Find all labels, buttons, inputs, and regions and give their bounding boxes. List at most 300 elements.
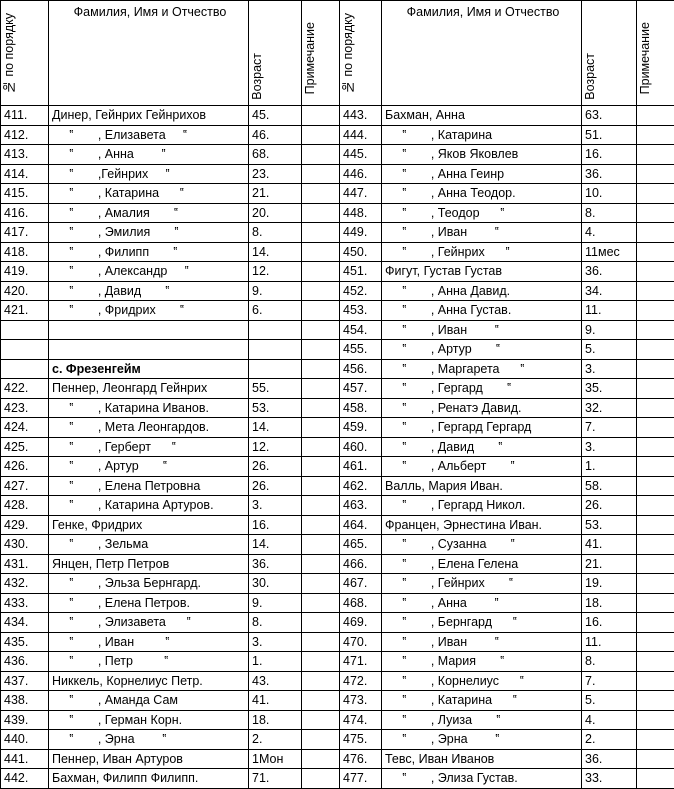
note-left xyxy=(302,437,340,457)
note-left xyxy=(302,710,340,730)
person-name-right: Валль, Мария Иван. xyxy=(382,476,582,496)
person-age-right: 51. xyxy=(582,125,637,145)
note-left xyxy=(302,340,340,360)
person-age-right: 5. xyxy=(582,340,637,360)
table-row xyxy=(1,437,674,457)
note-right xyxy=(637,457,674,477)
header-num-right: № по порядку xyxy=(340,1,382,106)
row-number-left: 424. xyxy=(1,418,49,438)
note-left xyxy=(302,242,340,262)
row-number-left: 433. xyxy=(1,593,49,613)
note-left xyxy=(302,535,340,555)
note-right xyxy=(637,418,674,438)
note-right xyxy=(637,340,674,360)
person-age-left: 3. xyxy=(249,632,302,652)
note-left xyxy=(302,223,340,243)
note-left xyxy=(302,652,340,672)
row-number-right: 455. xyxy=(340,340,382,360)
note-right xyxy=(637,476,674,496)
person-age-left: 16. xyxy=(249,515,302,535)
person-name-left: ‟ , Катарина Артуров. xyxy=(49,496,249,516)
row-number-right: 457. xyxy=(340,379,382,399)
row-number-right: 451. xyxy=(340,262,382,282)
row-number-right: 456. xyxy=(340,359,382,379)
person-name-left: Янцен, Петр Петров xyxy=(49,554,249,574)
table-row xyxy=(1,301,674,321)
person-name-right: ‟ , Элиза Густав. xyxy=(382,769,582,789)
table-row xyxy=(1,632,674,652)
row-number-left: 416. xyxy=(1,203,49,223)
person-name-right: ‟ , Мария ‟ xyxy=(382,652,582,672)
person-age-left: 36. xyxy=(249,554,302,574)
person-name-right: Францен, Эрнестина Иван. xyxy=(382,515,582,535)
row-number-left: 418. xyxy=(1,242,49,262)
person-name-left: ‟ , Филипп ‟ xyxy=(49,242,249,262)
person-age-left: 6. xyxy=(249,301,302,321)
person-name-right: ‟ , Маргарета ‟ xyxy=(382,359,582,379)
row-number-right: 466. xyxy=(340,554,382,574)
row-number-left xyxy=(1,320,49,340)
person-name-right: Тевс, Иван Иванов xyxy=(382,749,582,769)
note-right xyxy=(637,320,674,340)
row-number-right: 450. xyxy=(340,242,382,262)
person-name-left: ‟ , Катарина ‟ xyxy=(49,184,249,204)
row-number-left: 421. xyxy=(1,301,49,321)
person-name-left: ‟ , Зельма xyxy=(49,535,249,555)
row-number-right: 449. xyxy=(340,223,382,243)
note-left xyxy=(302,164,340,184)
note-right xyxy=(637,515,674,535)
row-number-left: 435. xyxy=(1,632,49,652)
table-row xyxy=(1,320,674,340)
table-row xyxy=(1,730,674,750)
table-row xyxy=(1,574,674,594)
note-right xyxy=(637,223,674,243)
person-age-right: 63. xyxy=(582,106,637,126)
table-row xyxy=(1,125,674,145)
row-number-right: 463. xyxy=(340,496,382,516)
note-right xyxy=(637,730,674,750)
table-row xyxy=(1,184,674,204)
note-right xyxy=(637,691,674,711)
person-age-left: 3. xyxy=(249,496,302,516)
row-number-left: 429. xyxy=(1,515,49,535)
person-name-right: ‟ , Анна Теодор. xyxy=(382,184,582,204)
person-name-right: ‟ , Гергард ‟ xyxy=(382,379,582,399)
header-age-left: Возраст xyxy=(249,1,302,106)
row-number-right: 453. xyxy=(340,301,382,321)
row-number-left: 422. xyxy=(1,379,49,399)
row-number-right: 468. xyxy=(340,593,382,613)
row-number-right: 460. xyxy=(340,437,382,457)
row-number-right: 476. xyxy=(340,749,382,769)
note-left xyxy=(302,671,340,691)
row-number-left: 442. xyxy=(1,769,49,789)
person-age-left: 14. xyxy=(249,535,302,555)
person-name-right: ‟ , Корнелиус ‟ xyxy=(382,671,582,691)
person-age-left: 21. xyxy=(249,184,302,204)
person-age-right: 26. xyxy=(582,496,637,516)
person-age-left: 9. xyxy=(249,593,302,613)
header-note-left: Примечание xyxy=(302,1,340,106)
note-right xyxy=(637,164,674,184)
note-right xyxy=(637,242,674,262)
person-name-right: ‟ , Луиза ‟ xyxy=(382,710,582,730)
person-name-left: ‟ , Аманда Сам xyxy=(49,691,249,711)
note-left xyxy=(302,359,340,379)
person-age-right: 41. xyxy=(582,535,637,555)
table-row xyxy=(1,340,674,360)
person-age-right: 4. xyxy=(582,710,637,730)
row-number-right: 461. xyxy=(340,457,382,477)
person-name-left: ‟ , Артур ‟ xyxy=(49,457,249,477)
note-right xyxy=(637,554,674,574)
table-row xyxy=(1,223,674,243)
row-number-left: 438. xyxy=(1,691,49,711)
person-name-right: ‟ , Катарина ‟ xyxy=(382,691,582,711)
note-left xyxy=(302,398,340,418)
note-left xyxy=(302,554,340,574)
person-name-left: ‟ , Эмилия ‟ xyxy=(49,223,249,243)
note-right xyxy=(637,593,674,613)
table-row xyxy=(1,281,674,301)
row-number-right: 446. xyxy=(340,164,382,184)
row-number-right: 467. xyxy=(340,574,382,594)
row-number-right: 474. xyxy=(340,710,382,730)
person-name-left: ‟ , Елена Петровна xyxy=(49,476,249,496)
person-name-right: ‟ , Анна ‟ xyxy=(382,593,582,613)
person-age-right: 35. xyxy=(582,379,637,399)
person-age-left: 55. xyxy=(249,379,302,399)
note-left xyxy=(302,730,340,750)
table-row xyxy=(1,496,674,516)
table-row xyxy=(1,769,674,789)
person-age-right: 9. xyxy=(582,320,637,340)
person-age-left: 41. xyxy=(249,691,302,711)
person-age-left: 12. xyxy=(249,437,302,457)
person-age-left: 71. xyxy=(249,769,302,789)
row-number-right: 448. xyxy=(340,203,382,223)
person-age-left: 14. xyxy=(249,418,302,438)
row-number-left: 428. xyxy=(1,496,49,516)
table-row xyxy=(1,476,674,496)
row-number-right: 462. xyxy=(340,476,382,496)
person-age-left: 14. xyxy=(249,242,302,262)
person-age-right: 11мес xyxy=(582,242,637,262)
row-number-left: 412. xyxy=(1,125,49,145)
row-number-left xyxy=(1,340,49,360)
table-row xyxy=(1,691,674,711)
person-name-left: ‟ , Анна ‟ xyxy=(49,145,249,165)
row-number-right: 469. xyxy=(340,613,382,633)
person-age-right: 58. xyxy=(582,476,637,496)
person-age-right: 4. xyxy=(582,223,637,243)
person-age-left: 68. xyxy=(249,145,302,165)
person-name-right: ‟ , Гергард Никол. xyxy=(382,496,582,516)
person-name-left: ‟ , Елизавета ‟ xyxy=(49,125,249,145)
person-age-right: 33. xyxy=(582,769,637,789)
note-left xyxy=(302,574,340,594)
person-age-right: 7. xyxy=(582,671,637,691)
row-number-left: 439. xyxy=(1,710,49,730)
note-left xyxy=(302,145,340,165)
row-number-right: 458. xyxy=(340,398,382,418)
person-name-left: ‟ , Амалия ‟ xyxy=(49,203,249,223)
note-right xyxy=(637,106,674,126)
person-name-right: ‟ , Гейнрих ‟ xyxy=(382,574,582,594)
header-name-right: Фамилия, Имя и Отчество xyxy=(382,1,582,106)
header-note-right: Примечание xyxy=(637,1,674,106)
person-age-right: 11. xyxy=(582,632,637,652)
note-left xyxy=(302,203,340,223)
note-right xyxy=(637,769,674,789)
person-name-right: ‟ , Давид ‟ xyxy=(382,437,582,457)
row-number-left: 426. xyxy=(1,457,49,477)
person-age-right: 21. xyxy=(582,554,637,574)
person-name-right: ‟ , Яков Яковлев xyxy=(382,145,582,165)
person-age-left: 1Мон xyxy=(249,749,302,769)
note-right xyxy=(637,671,674,691)
table-row xyxy=(1,242,674,262)
person-age-right: 7. xyxy=(582,418,637,438)
person-age-right: 18. xyxy=(582,593,637,613)
person-name-left: ‟ , Давид ‟ xyxy=(49,281,249,301)
person-name-left: ‟ , Петр ‟ xyxy=(49,652,249,672)
note-right xyxy=(637,652,674,672)
person-age-right: 11. xyxy=(582,301,637,321)
table-row xyxy=(1,457,674,477)
person-age-left: 30. xyxy=(249,574,302,594)
table-row xyxy=(1,164,674,184)
person-age-left: 8. xyxy=(249,613,302,633)
person-name-right: Бахман, Анна xyxy=(382,106,582,126)
person-age-left: 23. xyxy=(249,164,302,184)
person-age-right: 36. xyxy=(582,164,637,184)
person-age-right: 16. xyxy=(582,145,637,165)
table-row xyxy=(1,535,674,555)
note-right xyxy=(637,749,674,769)
person-name-right: ‟ , Елена Гелена xyxy=(382,554,582,574)
row-number-left: 434. xyxy=(1,613,49,633)
person-name-left: ‟ , Мета Леонгардов. xyxy=(49,418,249,438)
note-left xyxy=(302,379,340,399)
note-right xyxy=(637,574,674,594)
person-name-right: ‟ , Сузанна ‟ xyxy=(382,535,582,555)
row-number-left: 430. xyxy=(1,535,49,555)
note-left xyxy=(302,301,340,321)
person-name-right: ‟ , Катарина xyxy=(382,125,582,145)
note-right xyxy=(637,535,674,555)
row-number-right: 471. xyxy=(340,652,382,672)
row-number-right: 454. xyxy=(340,320,382,340)
row-number-right: 444. xyxy=(340,125,382,145)
person-age-right: 32. xyxy=(582,398,637,418)
row-number-left: 440. xyxy=(1,730,49,750)
person-age-left: 12. xyxy=(249,262,302,282)
person-age-right: 36. xyxy=(582,749,637,769)
row-number-left xyxy=(1,359,49,379)
row-number-right: 470. xyxy=(340,632,382,652)
person-name-left xyxy=(49,340,249,360)
row-number-left: 425. xyxy=(1,437,49,457)
person-name-right: ‟ , Иван ‟ xyxy=(382,320,582,340)
row-number-right: 464. xyxy=(340,515,382,535)
person-age-right: 19. xyxy=(582,574,637,594)
person-name-right: ‟ , Бернгард ‟ xyxy=(382,613,582,633)
person-name-right: ‟ , Гергард Гергард xyxy=(382,418,582,438)
person-age-left xyxy=(249,320,302,340)
person-age-left: 43. xyxy=(249,671,302,691)
header-name-left: Фамилия, Имя и Отчество xyxy=(49,1,249,106)
table-row xyxy=(1,671,674,691)
person-name-right: Фигут, Густав Густав xyxy=(382,262,582,282)
table-row xyxy=(1,106,674,126)
table-row xyxy=(1,515,674,535)
note-left xyxy=(302,125,340,145)
person-name-right: ‟ , Иван ‟ xyxy=(382,632,582,652)
person-name-left: ‟ , Елена Петров. xyxy=(49,593,249,613)
table-row xyxy=(1,613,674,633)
note-left xyxy=(302,691,340,711)
person-age-right: 34. xyxy=(582,281,637,301)
note-left xyxy=(302,769,340,789)
person-name-left: ‟ ,Гейнрих ‟ xyxy=(49,164,249,184)
person-name-right: ‟ , Артур ‟ xyxy=(382,340,582,360)
row-number-left: 414. xyxy=(1,164,49,184)
person-age-right: 2. xyxy=(582,730,637,750)
header-num-left: № по порядку xyxy=(1,1,49,106)
table-row xyxy=(1,398,674,418)
header-age-right: Возраст xyxy=(582,1,637,106)
person-age-right: 3. xyxy=(582,359,637,379)
row-number-right: 477. xyxy=(340,769,382,789)
person-age-left: 1. xyxy=(249,652,302,672)
row-number-right: 443. xyxy=(340,106,382,126)
person-age-left: 2. xyxy=(249,730,302,750)
note-left xyxy=(302,613,340,633)
person-name-left: Динер, Гейнрих Гейнрихов xyxy=(49,106,249,126)
note-left xyxy=(302,593,340,613)
note-left xyxy=(302,749,340,769)
table-row xyxy=(1,749,674,769)
person-name-right: ‟ , Иван ‟ xyxy=(382,223,582,243)
note-right xyxy=(637,301,674,321)
row-number-left: 431. xyxy=(1,554,49,574)
note-right xyxy=(637,125,674,145)
person-name-right: ‟ , Ренатэ Давид. xyxy=(382,398,582,418)
person-name-left: ‟ , Эльза Бернгард. xyxy=(49,574,249,594)
row-number-left: 441. xyxy=(1,749,49,769)
person-name-left: ‟ , Герман Корн. xyxy=(49,710,249,730)
person-name-left xyxy=(49,320,249,340)
table-row xyxy=(1,593,674,613)
note-left xyxy=(302,632,340,652)
row-number-left: 423. xyxy=(1,398,49,418)
row-number-left: 419. xyxy=(1,262,49,282)
person-age-left: 45. xyxy=(249,106,302,126)
table-row xyxy=(1,379,674,399)
person-name-left: с. Фрезенгейм xyxy=(49,359,249,379)
table-row xyxy=(1,359,674,379)
person-name-right: ‟ , Эрна ‟ xyxy=(382,730,582,750)
row-number-left: 417. xyxy=(1,223,49,243)
row-number-left: 420. xyxy=(1,281,49,301)
note-right xyxy=(637,398,674,418)
row-number-right: 465. xyxy=(340,535,382,555)
row-number-right: 473. xyxy=(340,691,382,711)
person-age-right: 36. xyxy=(582,262,637,282)
note-left xyxy=(302,496,340,516)
person-age-right: 10. xyxy=(582,184,637,204)
person-name-right: ‟ , Гейнрих ‟ xyxy=(382,242,582,262)
row-number-left: 413. xyxy=(1,145,49,165)
person-name-right: ‟ , Анна Густав. xyxy=(382,301,582,321)
person-age-left xyxy=(249,359,302,379)
person-age-left: 46. xyxy=(249,125,302,145)
note-left xyxy=(302,281,340,301)
row-number-right: 472. xyxy=(340,671,382,691)
person-name-left: ‟ , Катарина Иванов. xyxy=(49,398,249,418)
person-age-right: 5. xyxy=(582,691,637,711)
note-left xyxy=(302,262,340,282)
person-name-left: ‟ , Элизавета ‟ xyxy=(49,613,249,633)
table-row xyxy=(1,652,674,672)
note-left xyxy=(302,476,340,496)
person-name-right: ‟ , Теодор ‟ xyxy=(382,203,582,223)
note-left xyxy=(302,106,340,126)
person-name-left: ‟ , Эрна ‟ xyxy=(49,730,249,750)
person-age-left: 8. xyxy=(249,223,302,243)
person-name-left: Бахман, Филипп Филипп. xyxy=(49,769,249,789)
note-right xyxy=(637,496,674,516)
person-name-left: Пеннер, Иван Артуров xyxy=(49,749,249,769)
note-right xyxy=(637,281,674,301)
note-right xyxy=(637,379,674,399)
note-left xyxy=(302,515,340,535)
person-name-left: ‟ , Александр ‟ xyxy=(49,262,249,282)
row-number-right: 445. xyxy=(340,145,382,165)
person-age-left: 20. xyxy=(249,203,302,223)
table-row xyxy=(1,203,674,223)
person-age-left xyxy=(249,340,302,360)
note-right xyxy=(637,632,674,652)
note-right xyxy=(637,359,674,379)
person-name-left: Пеннер, Леонгард Гейнрих xyxy=(49,379,249,399)
person-age-left: 53. xyxy=(249,398,302,418)
table-row xyxy=(1,418,674,438)
header-row xyxy=(1,1,674,106)
person-age-right: 16. xyxy=(582,613,637,633)
note-left xyxy=(302,184,340,204)
row-number-left: 411. xyxy=(1,106,49,126)
note-left xyxy=(302,457,340,477)
note-left xyxy=(302,418,340,438)
person-age-right: 1. xyxy=(582,457,637,477)
note-right xyxy=(637,710,674,730)
person-age-left: 26. xyxy=(249,476,302,496)
row-number-right: 475. xyxy=(340,730,382,750)
note-right xyxy=(637,203,674,223)
note-right xyxy=(637,262,674,282)
person-age-left: 26. xyxy=(249,457,302,477)
note-right xyxy=(637,184,674,204)
row-number-left: 436. xyxy=(1,652,49,672)
note-right xyxy=(637,613,674,633)
table-row xyxy=(1,262,674,282)
row-number-left: 427. xyxy=(1,476,49,496)
person-age-right: 8. xyxy=(582,652,637,672)
person-age-right: 8. xyxy=(582,203,637,223)
